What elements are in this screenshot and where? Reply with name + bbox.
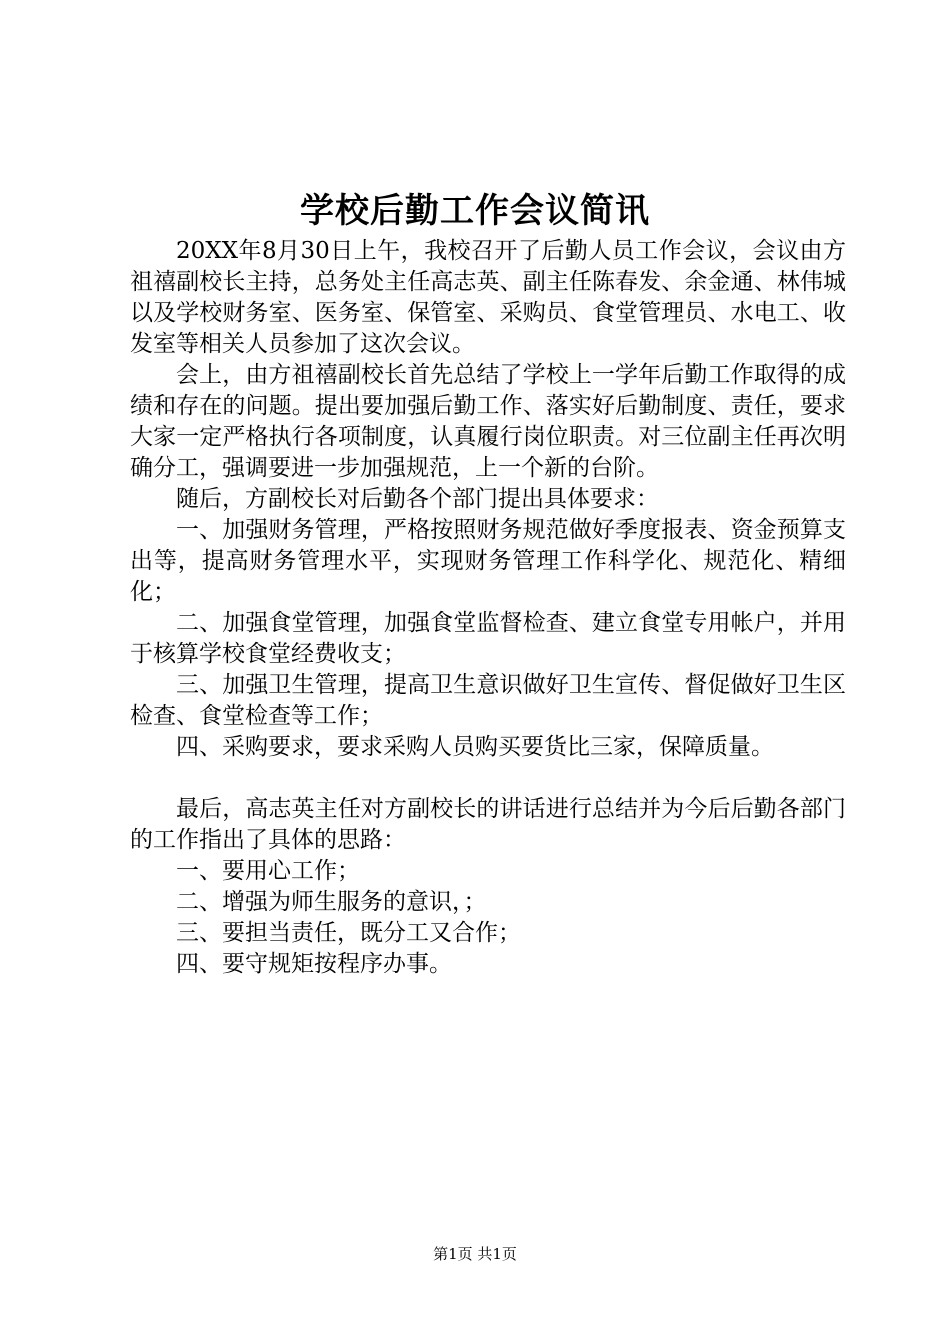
paragraph-requirement-purchasing: 四、采购要求，要求采购人员购买要货比三家，保障质量。 xyxy=(176,734,774,760)
paragraph-requirements-intro: 随后，方副校长对后勤各个部门提出具体要求： xyxy=(176,486,659,512)
paragraph-requirement-canteen: 二、加强食堂管理，加强食堂监督检查、建立食堂专用帐户，并用于核算学校食堂经费收支； xyxy=(130,610,846,667)
paragraph-meeting-intro: 20XX年8月30日上午，我校召开了后勤人员工作会议，会议由方祖禧副校长主持，总务处主任高志英、副主任陈春发、余金通、林伟城以及学校财务室、医务室、保管室、采购员、食堂管理员、水电工、收发室等相关人员参加了这次会议。 xyxy=(130,238,846,357)
paragraph-closing-intro: 最后，高志英主任对方副校长的讲话进行总结并为今后后勤各部门的工作指出了具体的思路： xyxy=(130,796,846,853)
paragraph-closing-item-4: 四、要守规矩按程序办事。 xyxy=(176,951,452,977)
paragraph-meeting-summary: 会上，由方祖禧副校长首先总结了学校上一学年后勤工作取得的成绩和存在的问题。提出要加强后勤工作、落实好后勤制度、责任，要求大家一定严格执行各项制度，认真履行岗位职责。对三位副主任再次明确分工，强调要进一步加强规范，上一个新的台阶。 xyxy=(130,362,846,481)
paragraph-requirement-finance: 一、加强财务管理，严格按照财务规范做好季度报表、资金预算支出等，提高财务管理水平，实现财务管理工作科学化、规范化、精细化； xyxy=(130,517,846,605)
document-title: 学校后勤工作会议简讯 xyxy=(300,191,650,231)
document-body xyxy=(130,236,846,980)
page-number-footer: 第1页 共1页 xyxy=(433,1245,517,1263)
paragraph-requirement-hygiene: 三、加强卫生管理，提高卫生意识做好卫生宣传、督促做好卫生区检查、食堂检查等工作； xyxy=(130,672,846,729)
paragraph-closing-item-1: 一、要用心工作； xyxy=(176,858,360,884)
paragraph-spacer xyxy=(130,763,846,794)
paragraph-closing-item-2: 二、增强为师生服务的意识，； xyxy=(176,889,487,915)
paragraph-closing-item-3: 三、要担当责任，既分工又合作； xyxy=(176,920,521,946)
